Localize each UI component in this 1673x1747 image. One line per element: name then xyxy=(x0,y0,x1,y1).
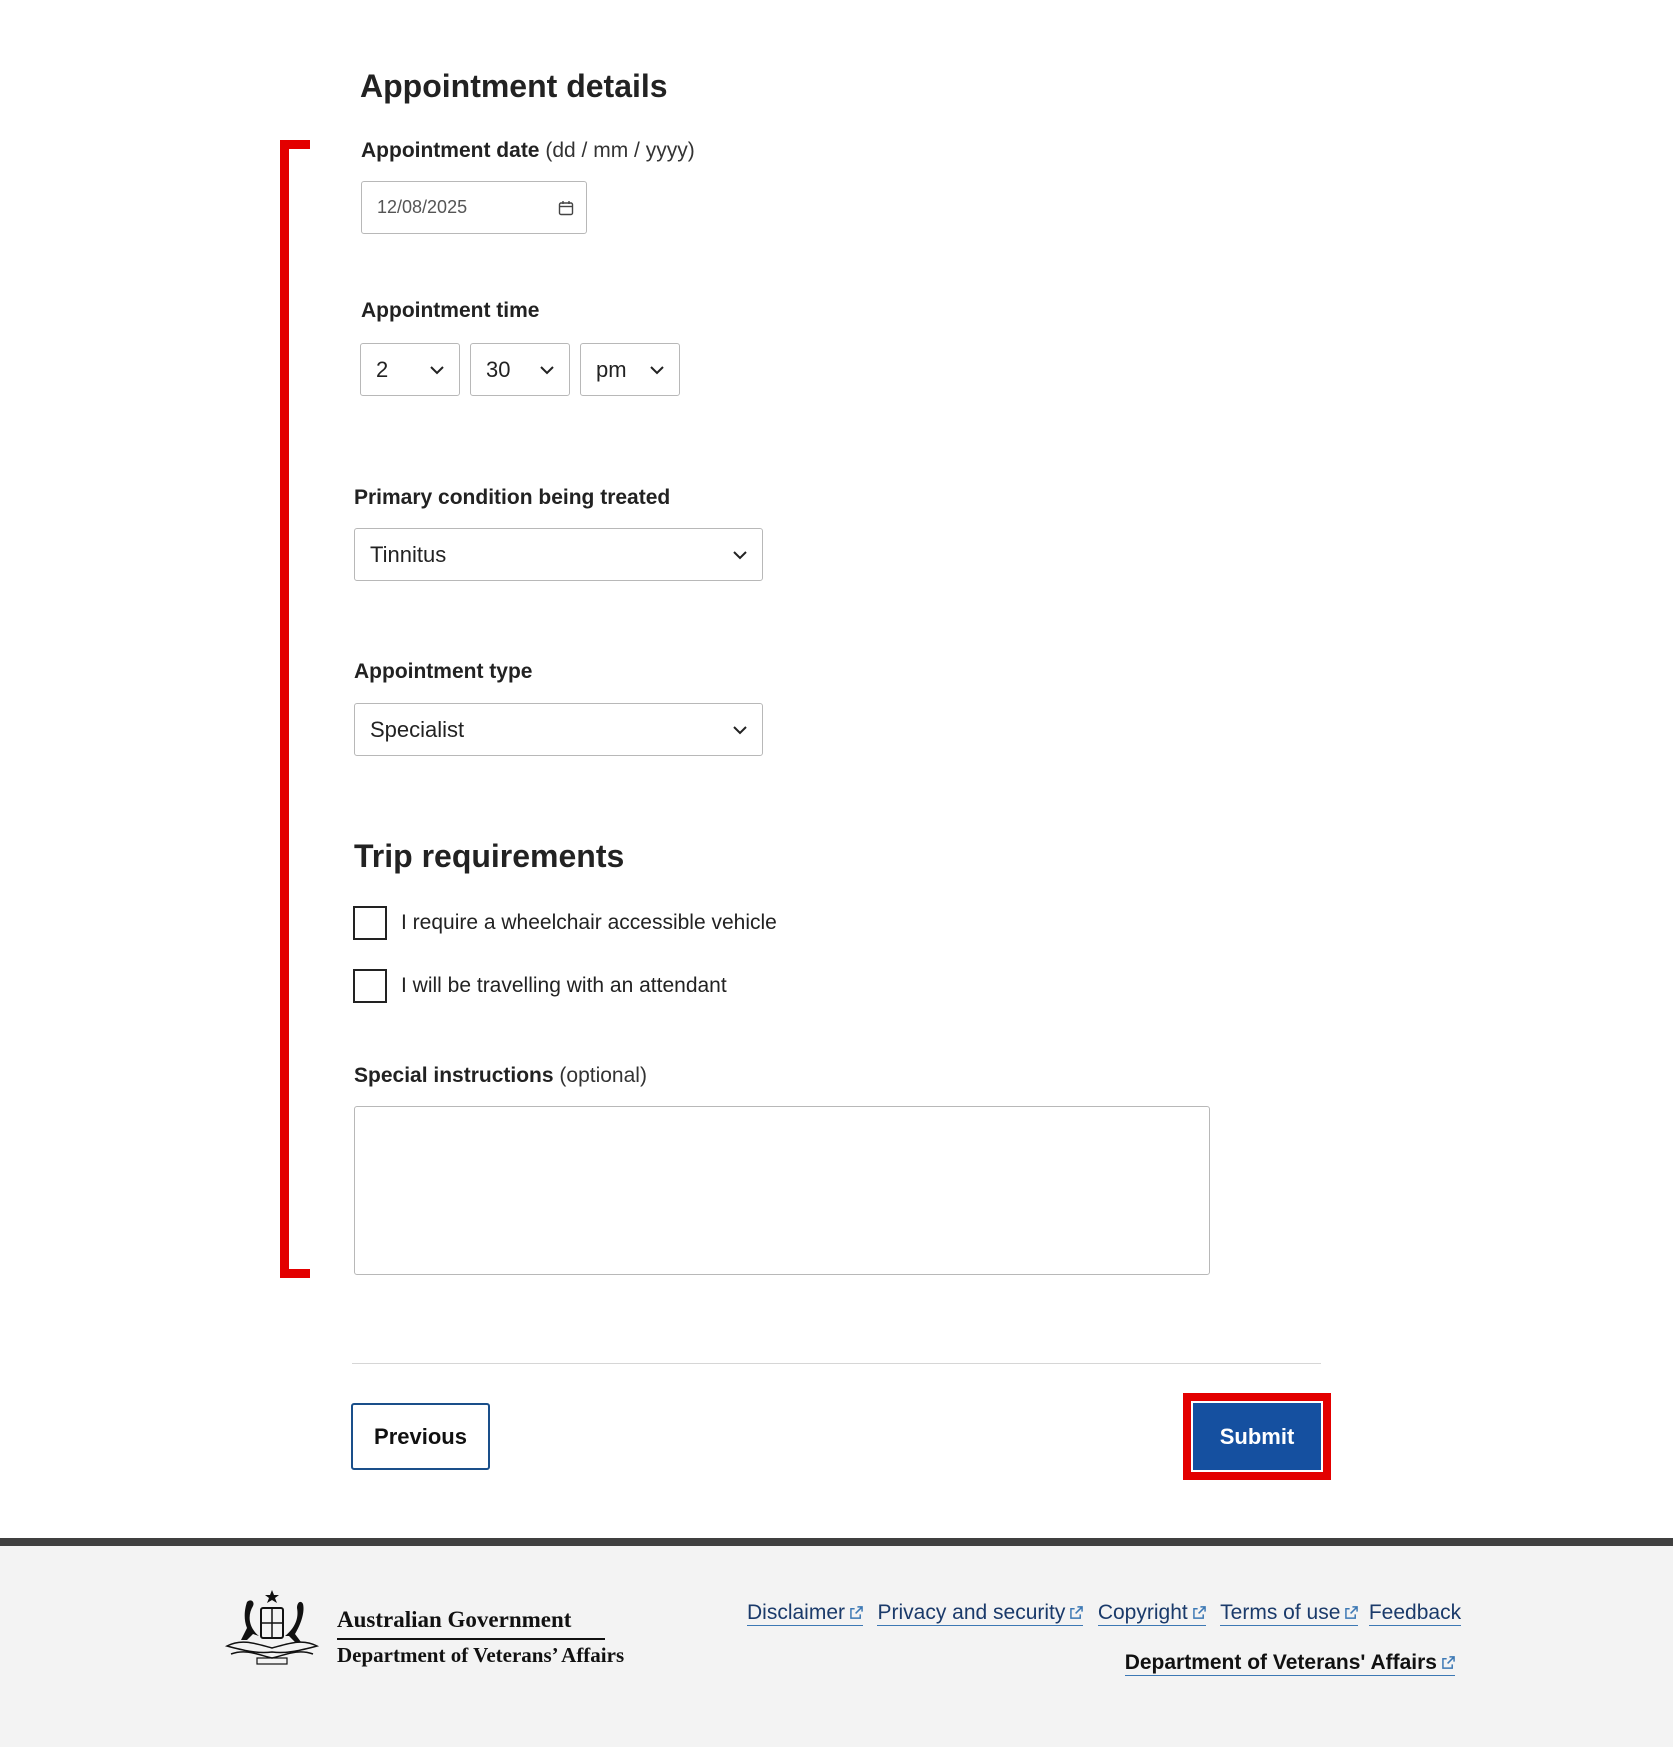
previous-button[interactable]: Previous xyxy=(351,1403,490,1470)
footer-link-terms-text: Terms of use xyxy=(1220,1601,1341,1624)
footer-link-copyright-text: Copyright xyxy=(1097,1601,1188,1624)
minute-value: 30 xyxy=(486,356,511,382)
special-instructions-textarea[interactable] xyxy=(354,1106,1210,1275)
appointment-date-label xyxy=(361,139,695,163)
footer-links xyxy=(747,1601,1461,1625)
hour-select[interactable] xyxy=(360,343,460,396)
appointment-type-select[interactable] xyxy=(354,703,763,756)
appointment-date-input[interactable] xyxy=(361,181,587,234)
primary-condition-select[interactable] xyxy=(354,528,763,581)
chevron-down-icon xyxy=(649,362,665,378)
footer-logo-rule xyxy=(337,1638,605,1640)
appointment-type-value: Specialist xyxy=(370,716,465,742)
primary-condition-label xyxy=(354,486,670,510)
appointment-type-label xyxy=(354,660,533,684)
submit-button[interactable]: Submit xyxy=(1191,1401,1323,1472)
submit-button-highlight xyxy=(1183,1393,1331,1480)
footer-dva-link-row xyxy=(1125,1651,1455,1675)
ampm-value: pm xyxy=(596,356,627,382)
wheelchair-checkbox[interactable] xyxy=(353,906,387,940)
attendant-checkbox[interactable] xyxy=(353,969,387,1003)
chevron-down-icon xyxy=(539,362,555,378)
footer-link-feedback[interactable]: Feedback xyxy=(1368,1601,1462,1624)
annotation-bracket-vertical xyxy=(280,140,289,1278)
appointment-date-hint: (dd / mm / yyyy) xyxy=(545,139,695,162)
annotation-bracket-top xyxy=(280,140,310,149)
primary-condition-value: Tinnitus xyxy=(370,541,447,567)
external-link-icon xyxy=(1193,1606,1206,1619)
special-instructions-label-text: Special instructions xyxy=(354,1064,554,1087)
appointment-details-heading: Appointment details xyxy=(360,68,668,104)
chevron-down-icon xyxy=(732,722,748,738)
appointment-time-label-text: Appointment time xyxy=(361,299,540,322)
wheelchair-checkbox-label[interactable]: I require a wheelchair accessible vehicle xyxy=(401,911,777,934)
special-instructions-hint: (optional) xyxy=(559,1064,647,1087)
calendar-icon[interactable] xyxy=(558,200,574,216)
external-link-icon xyxy=(1345,1606,1358,1619)
footer-link-dva-text: Department of Veterans' Affairs xyxy=(1124,1651,1437,1674)
special-instructions-label xyxy=(354,1064,647,1088)
trip-requirements-heading: Trip requirements xyxy=(354,838,625,874)
footer-logo-subtitle: Department of Veterans’ Affairs xyxy=(337,1643,625,1667)
appointment-time-label xyxy=(361,299,540,323)
appointment-type-label-text: Appointment type xyxy=(354,660,533,683)
minute-select[interactable] xyxy=(470,343,570,396)
chevron-down-icon xyxy=(732,547,748,563)
footer-link-disclaimer-text: Disclaimer xyxy=(747,1601,846,1624)
footer-link-privacy-text: Privacy and security xyxy=(877,1601,1066,1624)
form-divider xyxy=(352,1363,1321,1364)
footer-link-terms[interactable] xyxy=(1220,1601,1358,1626)
external-link-icon xyxy=(850,1606,863,1619)
footer-logo-title: Australian Government xyxy=(337,1607,572,1632)
chevron-down-icon xyxy=(429,362,445,378)
attendant-checkbox-label[interactable]: I will be travelling with an attendant xyxy=(401,974,727,997)
footer-link-copyright[interactable] xyxy=(1098,1601,1206,1626)
external-link-icon xyxy=(1442,1656,1455,1669)
hour-value: 2 xyxy=(376,356,389,382)
annotation-bracket-bottom xyxy=(280,1269,310,1278)
primary-condition-label-text: Primary condition being treated xyxy=(354,486,671,509)
ampm-select[interactable] xyxy=(580,343,680,396)
footer-link-dva[interactable] xyxy=(1125,1651,1455,1676)
external-link-icon xyxy=(1070,1606,1083,1619)
footer-link-privacy[interactable] xyxy=(877,1601,1083,1626)
footer-link-disclaimer[interactable] xyxy=(747,1601,863,1626)
appointment-date-value: 12/08/2025 xyxy=(377,197,468,217)
coat-of-arms-icon xyxy=(216,1588,328,1668)
appointment-date-label-text: Appointment date xyxy=(361,139,540,162)
